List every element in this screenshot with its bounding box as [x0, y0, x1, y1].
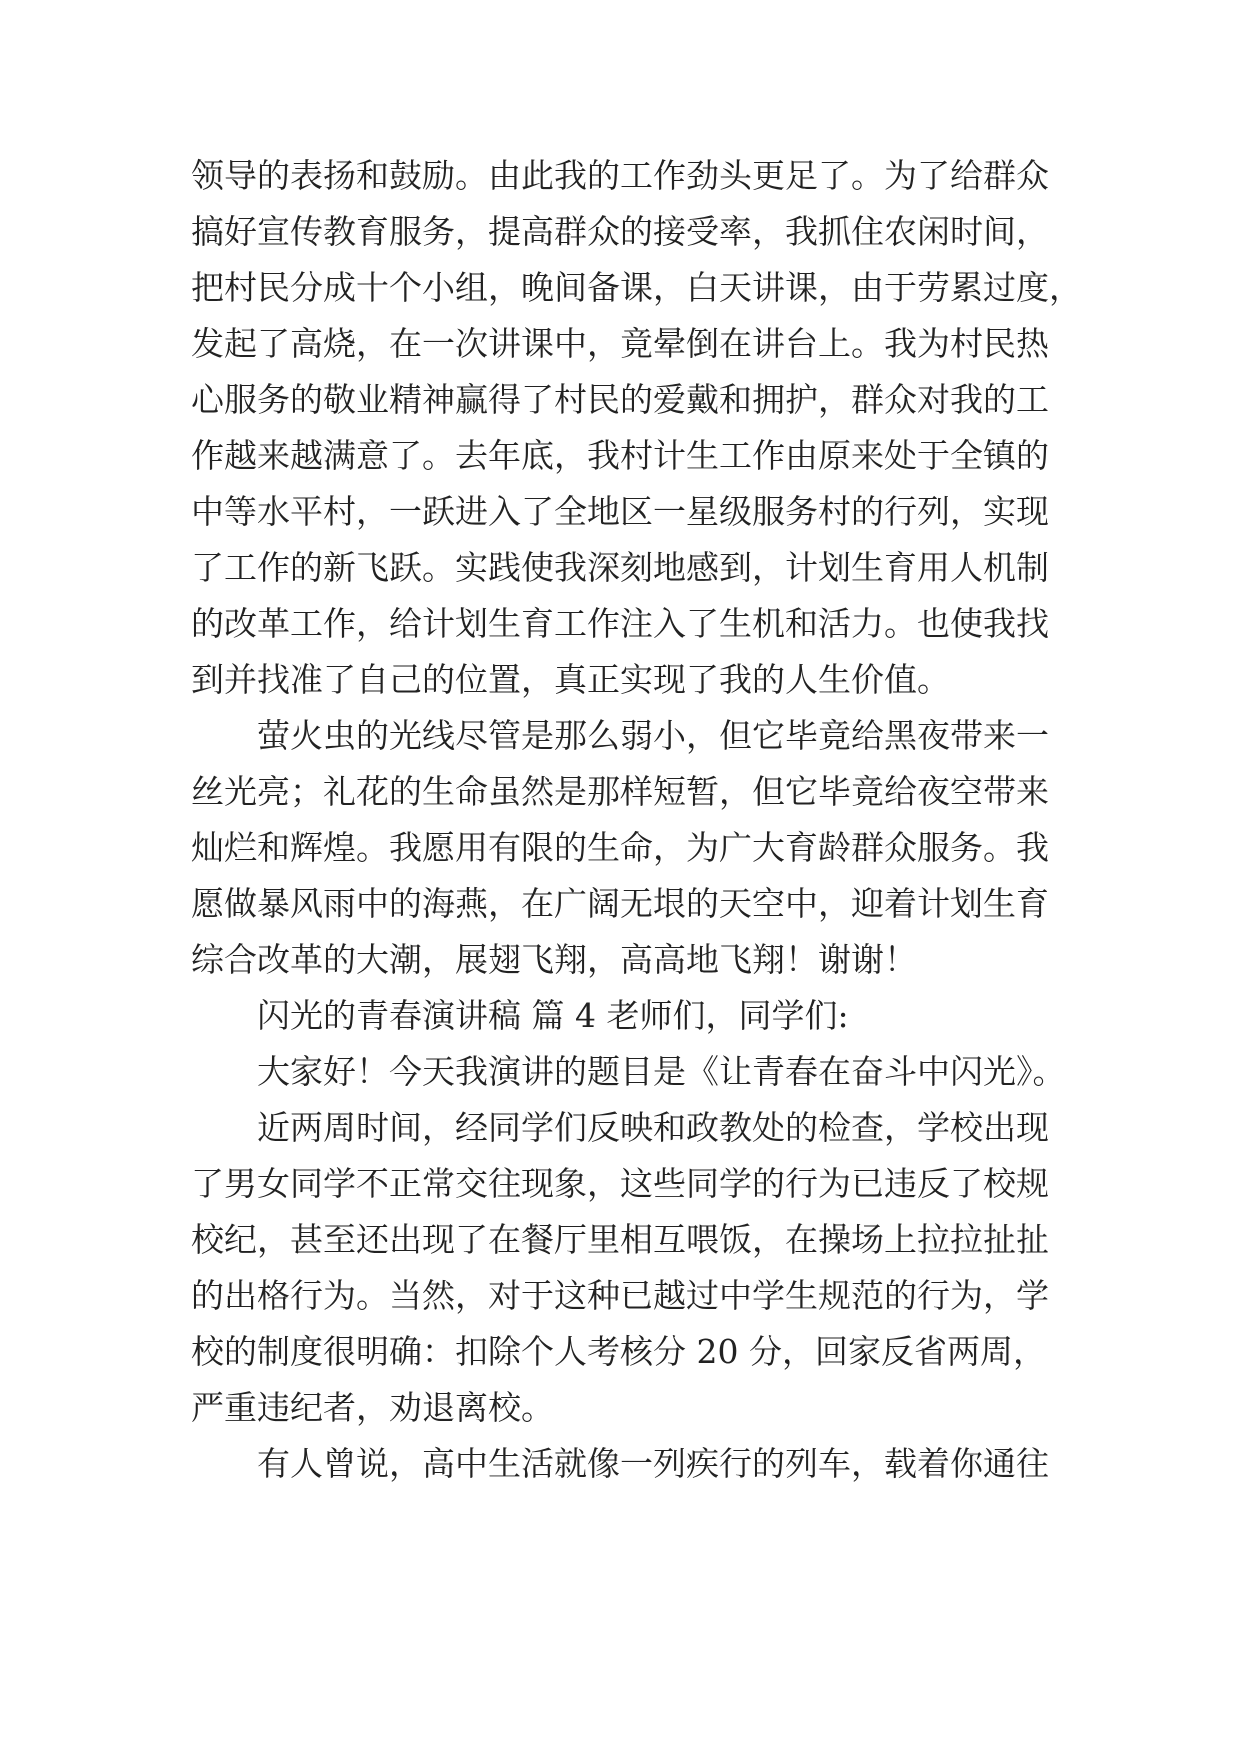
- paragraph-first-line: 萤火虫的光线尽管是那么弱小，但它毕竟给黑夜带来一: [257, 716, 1049, 755]
- section-heading-line: 闪光的青春演讲稿 篇 4 老师们，同学们:: [257, 996, 849, 1035]
- text-line: 发起了高烧，在一次讲课中，竟晕倒在讲台上。我为村民热: [191, 324, 1049, 363]
- text-line: 灿烂和辉煌。我愿用有限的生命，为广大育龄群众服务。我: [191, 828, 1049, 867]
- text-line: 愿做暴风雨中的海燕，在广阔无垠的天空中，迎着计划生育: [191, 884, 1049, 923]
- text-line: 把村民分成十个小组，晚间备课，白天讲课，由于劳累过度，: [191, 268, 1082, 307]
- text-line: 作越来越满意了。去年底，我村计生工作由原来处于全镇的: [191, 436, 1049, 475]
- text-line: 搞好宣传教育服务，提高群众的接受率，我抓住农闲时间，: [191, 212, 1049, 251]
- text-line: 了男女同学不正常交往现象，这些同学的行为已违反了校规: [191, 1164, 1049, 1203]
- paragraph-first-line: 大家好！今天我演讲的题目是《让青春在奋斗中闪光》。: [257, 1052, 1066, 1091]
- text-line: 校纪，甚至还出现了在餐厅里相互喂饭，在操场上拉拉扯扯: [191, 1220, 1049, 1259]
- text-line: 心服务的敬业精神赢得了村民的爱戴和拥护，群众对我的工: [191, 380, 1049, 419]
- text-line: 的出格行为。当然，对于这种已越过中学生规范的行为，学: [191, 1276, 1049, 1315]
- text-line: 综合改革的大潮，展翅飞翔，高高地飞翔！谢谢！: [191, 940, 917, 979]
- text-line: 严重违纪者，劝退离校。: [191, 1388, 554, 1427]
- text-line: 丝光亮；礼花的生命虽然是那样短暂，但它毕竟给夜空带来: [191, 772, 1049, 811]
- text-line: 的改革工作，给计划生育工作注入了生机和活力。也使我找: [191, 604, 1049, 643]
- text-line: 校的制度很明确：扣除个人考核分 20 分，回家反省两周，: [191, 1332, 1046, 1371]
- text-line: 了工作的新飞跃。实践使我深刻地感到，计划生育用人机制: [191, 548, 1049, 587]
- paragraph-first-line: 近两周时间，经同学们反映和政教处的检查，学校出现: [257, 1108, 1049, 1147]
- text-line: 领导的表扬和鼓励。由此我的工作劲头更足了。为了给群众: [191, 156, 1049, 195]
- paragraph-first-line: 有人曾说，高中生活就像一列疾行的列车，载着你通往: [257, 1444, 1049, 1483]
- text-line: 中等水平村，一跃进入了全地区一星级服务村的行列，实现: [191, 492, 1049, 531]
- text-line: 到并找准了自己的位置，真正实现了我的人生价值。: [191, 660, 950, 699]
